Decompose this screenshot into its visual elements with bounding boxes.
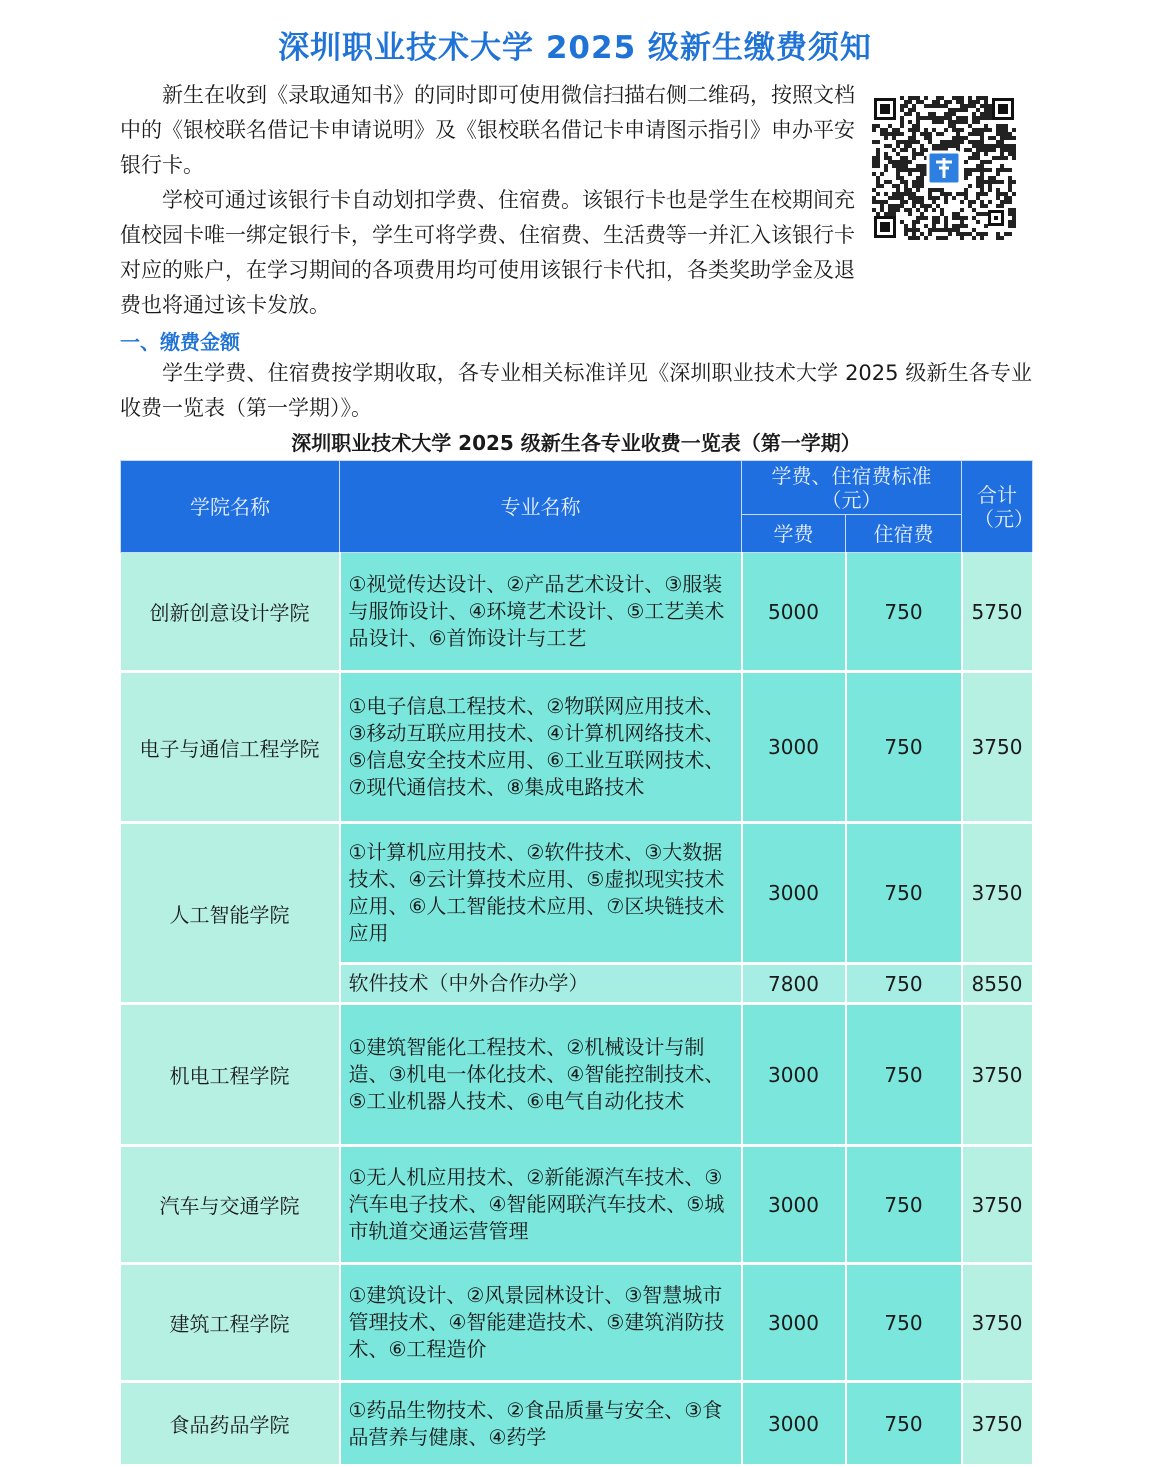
majors-cell: ①药品生物技术、②食品质量与安全、③食品营养与健康、④药学	[340, 1382, 742, 1466]
dorm-cell: 750	[846, 553, 962, 672]
total-cell: 3750	[962, 672, 1033, 823]
header-college: 学院名称	[121, 461, 340, 553]
majors-cell: ①电子信息工程技术、②物联网应用技术、③移动互联应用技术、④计算机网络技术、⑤信息安全技术应用、⑥工业互联网技术、⑦现代通信技术、⑧集成电路技术	[340, 672, 742, 823]
table-row	[121, 1004, 1033, 1146]
header-tuition: 学费	[742, 515, 846, 553]
header-total: 合计（元）	[962, 461, 1033, 553]
majors-cell: ①建筑设计、②风景园林设计、③智慧城市管理技术、④智能建造技术、⑤建筑消防技术、⑥工程造价	[340, 1264, 742, 1382]
intro-paragraph-2: 学校可通过该银行卡自动划扣学费、住宿费。该银行卡也是学生在校期间充值校园卡唯一绑定银行卡，学生可将学费、住宿费、生活费等一并汇入该银行卡对应的账户，在学习期间的各项费用均可使用该银行卡代扣，各类奖助学金及退费也将通过该卡发放。	[120, 188, 855, 317]
fee-table	[120, 460, 1034, 1467]
total-cell: 8550	[962, 964, 1033, 1004]
total-cell: 3750	[962, 1004, 1033, 1146]
table-caption: 深圳职业技术大学 2025 级新生各专业收费一览表（第一学期）	[291, 431, 861, 455]
table-row	[121, 1146, 1033, 1264]
college-cell: 汽车与交通学院	[121, 1146, 340, 1264]
qr-code-icon	[872, 96, 1016, 240]
college-cell: 创新创意设计学院	[121, 553, 340, 672]
college-cell: 电子与通信工程学院	[121, 672, 340, 823]
majors-cell: 软件技术（中外合作办学）	[340, 964, 742, 1004]
dorm-cell: 750	[846, 672, 962, 823]
table-row	[121, 553, 1033, 672]
tuition-cell: 3000	[742, 1004, 846, 1146]
section-text-fees	[120, 356, 1032, 426]
total-cell: 3750	[962, 1146, 1033, 1264]
dorm-cell: 750	[846, 1382, 962, 1466]
table-row	[121, 823, 1033, 964]
header-standard: 学费、住宿费标准（元）	[742, 461, 962, 515]
intro-text	[120, 78, 855, 323]
tuition-cell: 3000	[742, 1382, 846, 1466]
total-cell: 3750	[962, 1264, 1033, 1382]
college-cell: 建筑工程学院	[121, 1264, 340, 1382]
table-row	[121, 1264, 1033, 1382]
section-paragraph: 学生学费、住宿费按学期收取，各专业相关标准详见《深圳职业技术大学 2025 级新生各专业收费一览表（第一学期）》。	[120, 361, 1032, 420]
college-cell: 人工智能学院	[121, 823, 340, 1004]
dorm-cell: 750	[846, 1004, 962, 1146]
tuition-cell: 3000	[742, 672, 846, 823]
dorm-cell: 750	[846, 823, 962, 964]
college-cell: 食品药品学院	[121, 1382, 340, 1466]
tuition-cell: 3000	[742, 1146, 846, 1264]
table-row	[121, 672, 1033, 823]
tuition-cell: 5000	[742, 553, 846, 672]
tuition-cell: 3000	[742, 823, 846, 964]
total-cell: 3750	[962, 1382, 1033, 1466]
majors-cell: ①视觉传达设计、②产品艺术设计、③服装与服饰设计、④环境艺术设计、⑤工艺美术品设计、⑥首饰设计与工艺	[340, 553, 742, 672]
dorm-cell: 750	[846, 1146, 962, 1264]
dorm-cell: 750	[846, 1264, 962, 1382]
header-dorm: 住宿费	[846, 515, 962, 553]
dorm-cell: 750	[846, 964, 962, 1004]
total-cell: 5750	[962, 553, 1033, 672]
page-title: 深圳职业技术大学 2025 级新生缴费须知	[278, 30, 872, 66]
header-major: 专业名称	[340, 461, 742, 553]
college-cell: 机电工程学院	[121, 1004, 340, 1146]
majors-cell: ①计算机应用技术、②软件技术、③大数据技术、④云计算技术应用、⑤虚拟现实技术应用、⑥人工智能技术应用、⑦区块链技术应用	[340, 823, 742, 964]
section-heading-fees: 一、缴费金额	[120, 330, 240, 354]
majors-cell: ①建筑智能化工程技术、②机械设计与制造、③机电一体化技术、④智能控制技术、⑤工业机器人技术、⑥电气自动化技术	[340, 1004, 742, 1146]
tuition-cell: 7800	[742, 964, 846, 1004]
tuition-cell: 3000	[742, 1264, 846, 1382]
majors-cell: ①无人机应用技术、②新能源汽车技术、③汽车电子技术、④智能网联汽车技术、⑤城市轨道交通运营管理	[340, 1146, 742, 1264]
intro-paragraph-1: 新生在收到《录取通知书》的同时即可使用微信扫描右侧二维码，按照文档中的《银校联名借记卡申请说明》及《银校联名借记卡申请图示指引》申办平安银行卡。	[120, 83, 855, 177]
total-cell: 3750	[962, 823, 1033, 964]
table-row	[121, 1382, 1033, 1466]
